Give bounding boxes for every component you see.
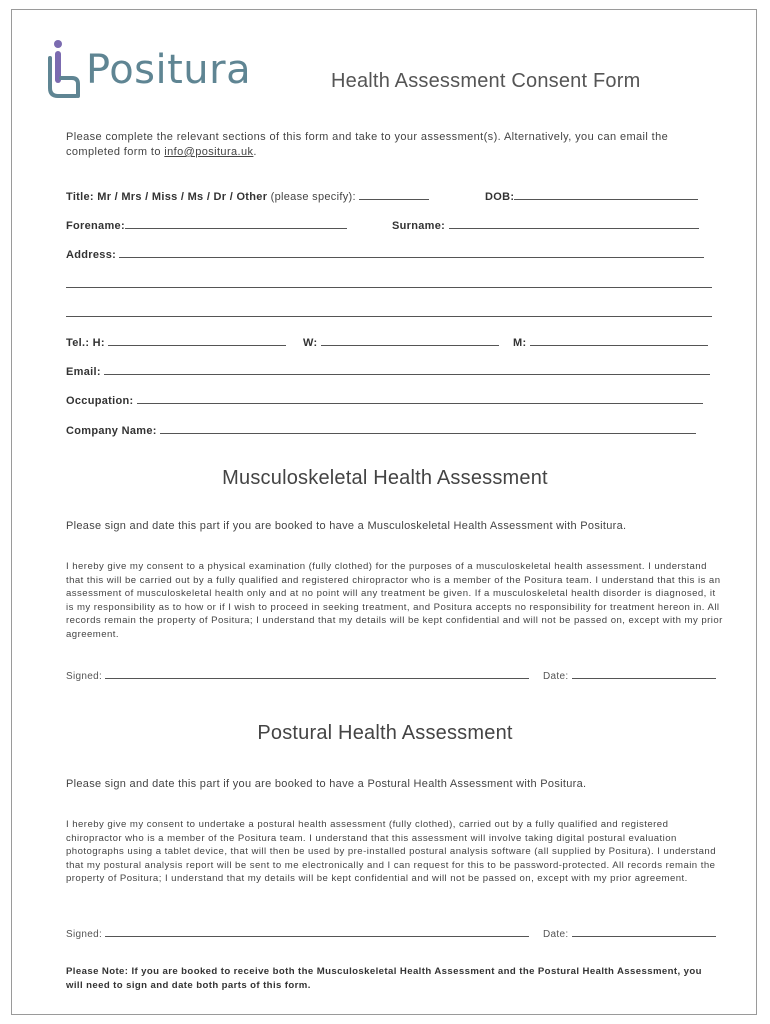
- title-hint: (please specify):: [270, 191, 356, 203]
- msk-date-field[interactable]: [572, 668, 716, 679]
- postural-signed-row: [66, 926, 529, 940]
- surname-field[interactable]: [449, 218, 699, 229]
- title-row: [66, 189, 429, 203]
- postural-date-field[interactable]: [572, 926, 716, 937]
- address-field-2[interactable]: [66, 287, 712, 288]
- address-label: Address:: [66, 249, 117, 261]
- occupation-label: Occupation:: [66, 395, 134, 407]
- msk-date-label: Date:: [543, 671, 569, 682]
- tel-mobile-field[interactable]: [530, 335, 708, 346]
- tel-mobile-label: M:: [513, 337, 527, 349]
- tel-home-row: [66, 335, 286, 349]
- positura-logo-icon: [46, 38, 86, 100]
- msk-signed-row: [66, 668, 529, 682]
- brand-name: Positura: [86, 47, 252, 93]
- forename-field[interactable]: [125, 218, 347, 229]
- email-field[interactable]: [104, 364, 710, 375]
- postural-lead: Please sign and date this part if you are booked to have a Postural Health Assessment with Positura.: [66, 778, 587, 790]
- msk-lead: Please sign and date this part if you are booked to have a Musculoskeletal Health Assessment with Positura.: [66, 520, 627, 532]
- tel-mobile-row: [513, 335, 708, 349]
- dob-field[interactable]: [514, 189, 698, 200]
- dob-row: [485, 189, 698, 203]
- tel-home-label: Tel.: H:: [66, 337, 105, 349]
- msk-signed-label: Signed:: [66, 671, 103, 682]
- company-label: Company Name:: [66, 425, 157, 437]
- surname-label: Surname:: [392, 220, 446, 232]
- company-row: [66, 423, 696, 437]
- tel-work-row: [303, 335, 499, 349]
- form-title: Health Assessment Consent Form: [331, 70, 641, 92]
- forename-label: Forename:: [66, 220, 125, 232]
- postural-date-row: [543, 926, 716, 940]
- address-row: [66, 247, 704, 261]
- tel-home-field[interactable]: [108, 335, 286, 346]
- address-field-1[interactable]: [119, 247, 704, 258]
- surname-row: [392, 218, 699, 232]
- email-link[interactable]: info@positura.uk: [164, 146, 254, 158]
- note-text: Please Note: If you are booked to receive both the Musculoskeletal Health Assessment and the Postural Health Assessment, you will need to sign and date both parts of this form.: [66, 966, 702, 991]
- title-field[interactable]: [359, 189, 429, 200]
- postural-date-label: Date:: [543, 929, 569, 940]
- postural-heading: Postural Health Assessment: [257, 722, 513, 744]
- msk-consent: I hereby give my consent to a physical examination (fully clothed) for the purposes of a musculoskeletal health assessment. I understand that this will be carried out by a fully qualified and registered chiropractor who is a member of the Positura team. I understand that this is an assessment of musculoskeletal health only and at no point will any treatment be given. If a musculoskeletal health disorder is diagnosed, it is my responsibility as to how or if I wish to proceed in seeking treatment, and Positura accepts no responsibility for treatment hereon in. All records remain the property of Positura; I understand that my details will be kept confidential and will not be passed on, except with my prior agreement.: [66, 561, 723, 640]
- postural-signed-label: Signed:: [66, 929, 103, 940]
- msk-date-row: [543, 668, 716, 682]
- msk-signature-field[interactable]: [105, 668, 529, 679]
- dob-label: DOB:: [485, 191, 515, 203]
- msk-heading: Musculoskeletal Health Assessment: [222, 467, 548, 489]
- email-row: [66, 364, 710, 378]
- intro-text: Please complete the relevant sections of this form and take to your assessment(s). Alternatively, you can email the completed form to info@positura.uk.: [66, 131, 669, 158]
- company-field[interactable]: [160, 423, 696, 434]
- tel-work-label: W:: [303, 337, 318, 349]
- occupation-row: [66, 393, 703, 407]
- forename-row: [66, 218, 347, 232]
- email-label: Email:: [66, 366, 101, 378]
- postural-signature-field[interactable]: [105, 926, 529, 937]
- postural-consent: I hereby give my consent to undertake a postural health assessment (fully clothed), carried out by a fully qualified and registered chiropractor who is a member of the Positura team. I understand that this assessment will involve taking digital postural evaluation photographs using a tablet device, that will then be used by pre-installed postural analysis software (all supplied by Positura). I understand that my postural analysis report will be sent to me electronically and I can request for this to be password-protected. All records remain the property of Positura; I understand that my details will be kept confidential and will not be passed on, except with my prior agreement.: [66, 819, 716, 885]
- title-label: Title: Mr / Mrs / Miss / Ms / Dr / Other: [66, 191, 268, 203]
- occupation-field[interactable]: [137, 393, 703, 404]
- address-field-3[interactable]: [66, 316, 712, 317]
- tel-work-field[interactable]: [321, 335, 499, 346]
